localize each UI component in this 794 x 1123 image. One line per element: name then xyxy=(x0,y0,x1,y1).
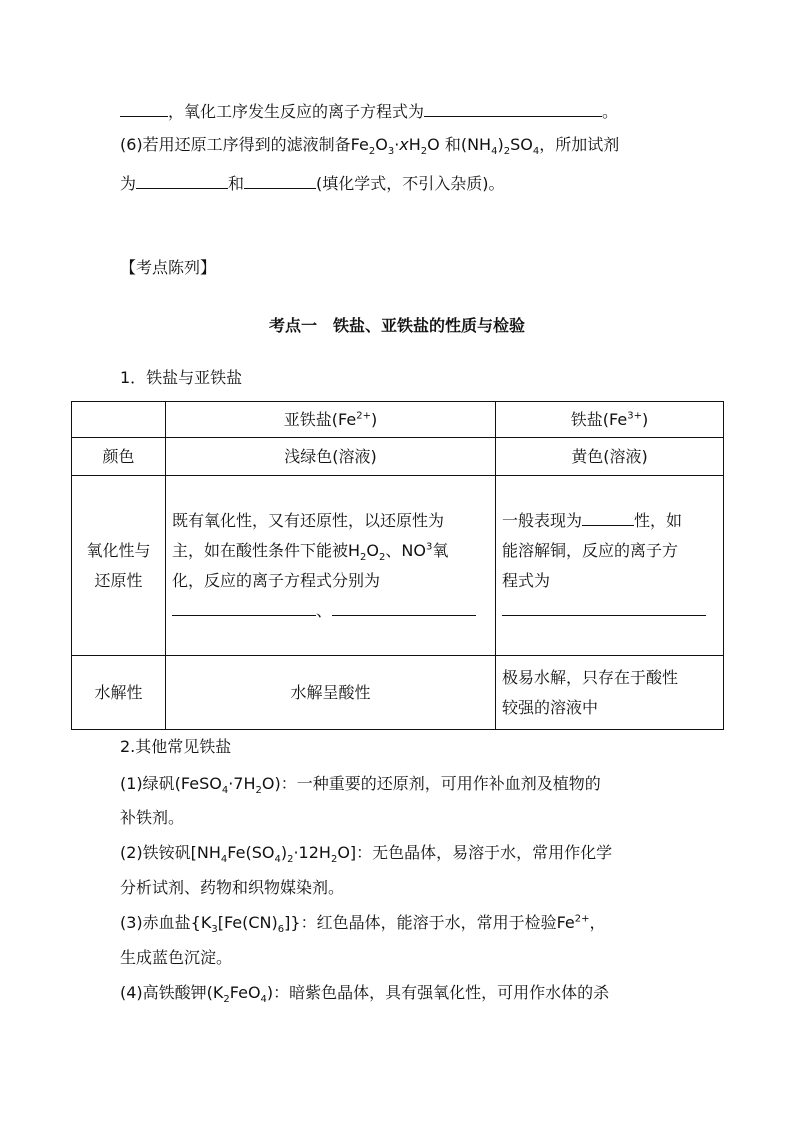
question-6-line-1: (6)若用还原工序得到的滤液制备$Fe_2O_3\cdot xH_2O$ 和$(NH_4)_2SO_4$，所加试剂 xyxy=(120,135,620,158)
table-header-ferric: 铁盐$(Fe^{3+})$ xyxy=(496,402,724,438)
item-3-line-1: (3)赤血盐$\{K_3[Fe(CN)_6]\}$：红色晶体，能溶于水，常用于检验$Fe^{2+}$， xyxy=(120,913,606,936)
blank-line xyxy=(582,511,634,526)
blank-line xyxy=(424,102,602,117)
item-1-line-1: (1)绿矾$(FeSO_4\cdot 7H_2O)$：一种重要的还原剂，可用作补血剂及植物的 xyxy=(120,774,601,797)
section-label: 【考点陈列】 xyxy=(120,258,217,277)
cell-ferric-color: 黄色(溶液) xyxy=(496,438,724,476)
blank-line xyxy=(172,601,316,616)
blank-line xyxy=(136,174,228,189)
item-1-line-2: 补铁剂。 xyxy=(120,808,185,827)
cell-ferrous-hydrolysis: 水解呈酸性 xyxy=(166,656,496,730)
blank-line xyxy=(502,601,706,616)
cell-ferric-redox: 一般表现为 性，如 能溶解铜，反应的离子方 程式为 xyxy=(496,476,724,656)
iron-salts-table xyxy=(71,401,724,730)
item-2-line-2: 分析试剂、药物和织物媒染剂。 xyxy=(120,878,345,897)
blank-line xyxy=(120,102,168,117)
table-header-empty xyxy=(72,402,166,438)
cell-ferrous-redox: 既有氧化性，又有还原性，以还原性为 主，如在酸性条件下能被$H_2O_2$、$NO^3$氧 化，反应的离子方程式分别为 、 xyxy=(166,476,496,656)
cell-ferric-hydrolysis: 极易水解，只存在于酸性 较强的溶液中 xyxy=(496,656,724,730)
cell-ferrous-color: 浅绿色(溶液) xyxy=(166,438,496,476)
other-salts-title: 2.其他常见铁盐 xyxy=(120,737,232,756)
item-4-line-1: (4)高铁酸钾$(K_2FeO_4)$：暗紫色晶体，具有强氧化性，可用作水体的杀 xyxy=(120,983,610,1006)
item-3-line-2: 生成蓝色沉淀。 xyxy=(120,948,233,967)
subheading: 1．铁盐与亚铁盐 xyxy=(120,368,243,387)
section-heading: 考点一 铁盐、亚铁盐的性质与检验 xyxy=(268,316,525,335)
row-label-redox: 氧化性与 还原性 xyxy=(72,476,166,656)
blank-line xyxy=(244,174,316,189)
intro-line-1: ，氧化工序发生反应的离子方程式为 。 xyxy=(120,100,618,124)
table-header-ferrous: 亚铁盐$(Fe^{2+})$ xyxy=(166,402,496,438)
item-2-line-1: (2)铁铵矾$[NH_4Fe(SO_4)_2\cdot 12H_2O]$：无色晶体，易溶于水，常用作化学 xyxy=(120,843,613,866)
row-label-hydrolysis: 水解性 xyxy=(72,656,166,730)
blank-line xyxy=(332,601,476,616)
row-label-color: 颜色 xyxy=(72,438,166,476)
question-6-line-2: 为 和 (填化学式，不引入杂质)。 xyxy=(120,174,505,193)
